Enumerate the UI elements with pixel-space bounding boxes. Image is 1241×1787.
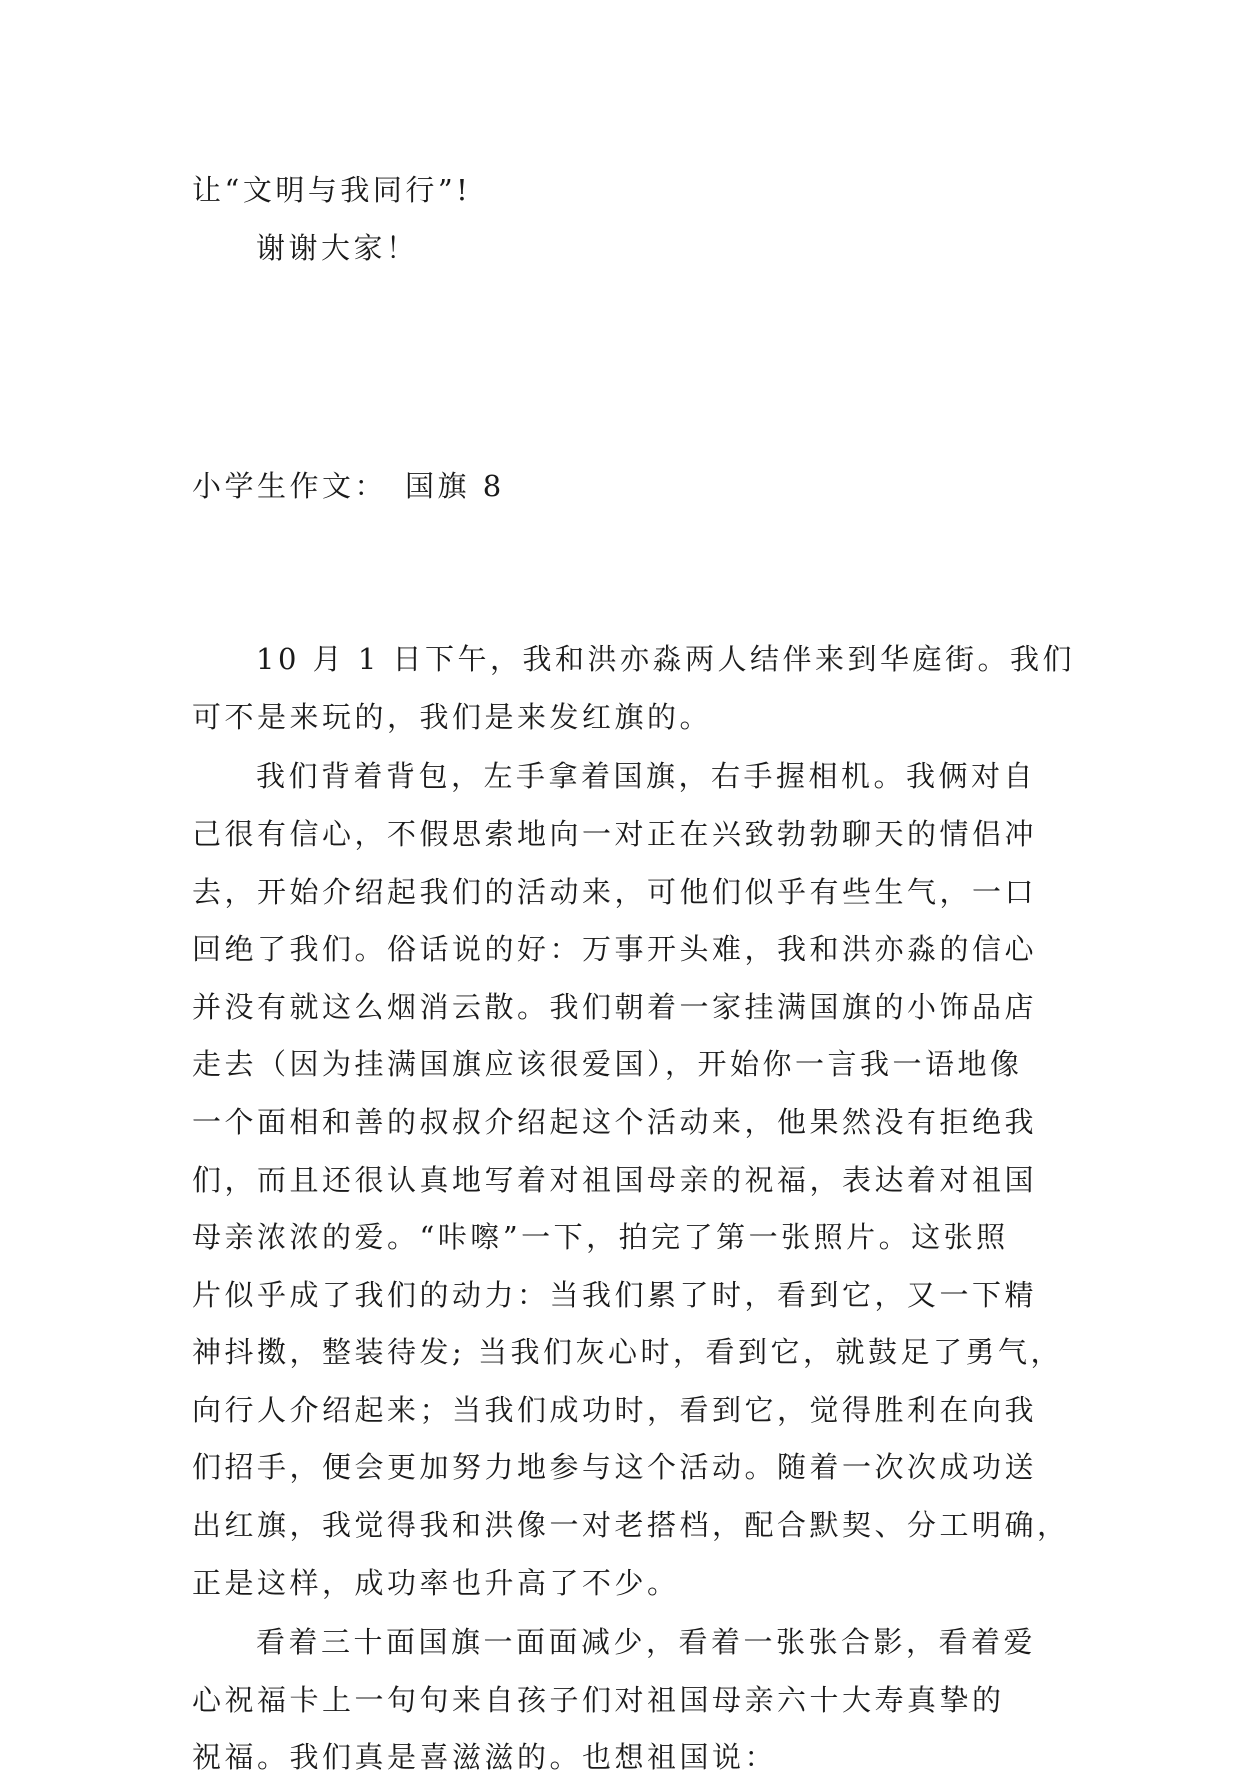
intro-thanks (192, 220, 1052, 278)
text-line: 出红旗，我觉得我和洪像一对老搭档，配合默契、分工明确， (192, 1508, 1070, 1543)
text-line: 一个面相和善的叔叔介绍起这个活动来，他果然没有拒绝我 (192, 1104, 1038, 1139)
text-line: 我们背着背包，左手拿着国旗，右手握相机。我俩对自 (256, 759, 1037, 794)
text-line: 己很有信心，不假思索地向一对正在兴致勃勃聊天的情侣冲 (192, 816, 1038, 851)
essay-heading (192, 343, 1052, 631)
paragraph-2 (192, 748, 1070, 1612)
document-body (192, 162, 1076, 1787)
text-line: 可不是来玩的，我们是来发红旗的。 (192, 699, 713, 734)
text-line: 去，开始介绍起我们的活动来，可他们似乎有些生气，一口 (192, 874, 1038, 909)
text-line: 神抖擞，整装待发; 当我们灰心时，看到它，就鼓足了勇气， (192, 1335, 1063, 1370)
text-line: 祝福。我们真是喜滋滋的。也想祖国说： (192, 1740, 778, 1775)
text-line: 母亲浓浓的爱。“咔嚓”一下，拍完了第一张照片。这张照 (192, 1220, 1009, 1255)
text-line: 并没有就这么烟消云散。我们朝着一家挂满国旗的小饰品店 (192, 989, 1038, 1024)
text-line: 向行人介绍起来；当我们成功时，看到它，觉得胜利在向我 (192, 1392, 1038, 1427)
text-line: 片似乎成了我们的动力：当我们累了时，看到它，又一下精 (192, 1277, 1038, 1312)
text-line: 谢谢大家！ (256, 230, 419, 265)
text-line: 心祝福卡上一句句来自孩子们对祖国母亲六十大寿真挚的 (192, 1682, 1005, 1717)
text-line: 回绝了我们。俗话说的好：万事开头难，我和洪亦淼的信心 (192, 932, 1038, 967)
text-line: 们招手，便会更加努力地参与这个活动。随着一次次成功送 (192, 1450, 1038, 1485)
intro-line (192, 162, 1052, 220)
text-line: 正是这样，成功率也升高了不少。 (192, 1565, 680, 1600)
text-line: 让“文明与我同行”! (192, 173, 472, 207)
paragraph-1 (192, 631, 1076, 746)
heading-text: 小学生作文： 国旗 8 (192, 469, 505, 504)
paragraph-3 (192, 1614, 1052, 1787)
text-line: 看着三十面国旗一面面减少，看着一张张合影，看着爱 (256, 1625, 1037, 1660)
text-line: 走去（因为挂满国旗应该很爱国），开始你一言我一语地像 (192, 1047, 1023, 1082)
text-line: 们，而且还很认真地写着对祖国母亲的祝福，表达着对祖国 (192, 1162, 1038, 1197)
text-line: 10 月 1 日下午，我和洪亦淼两人结伴来到华庭街。我们 (256, 642, 1076, 677)
